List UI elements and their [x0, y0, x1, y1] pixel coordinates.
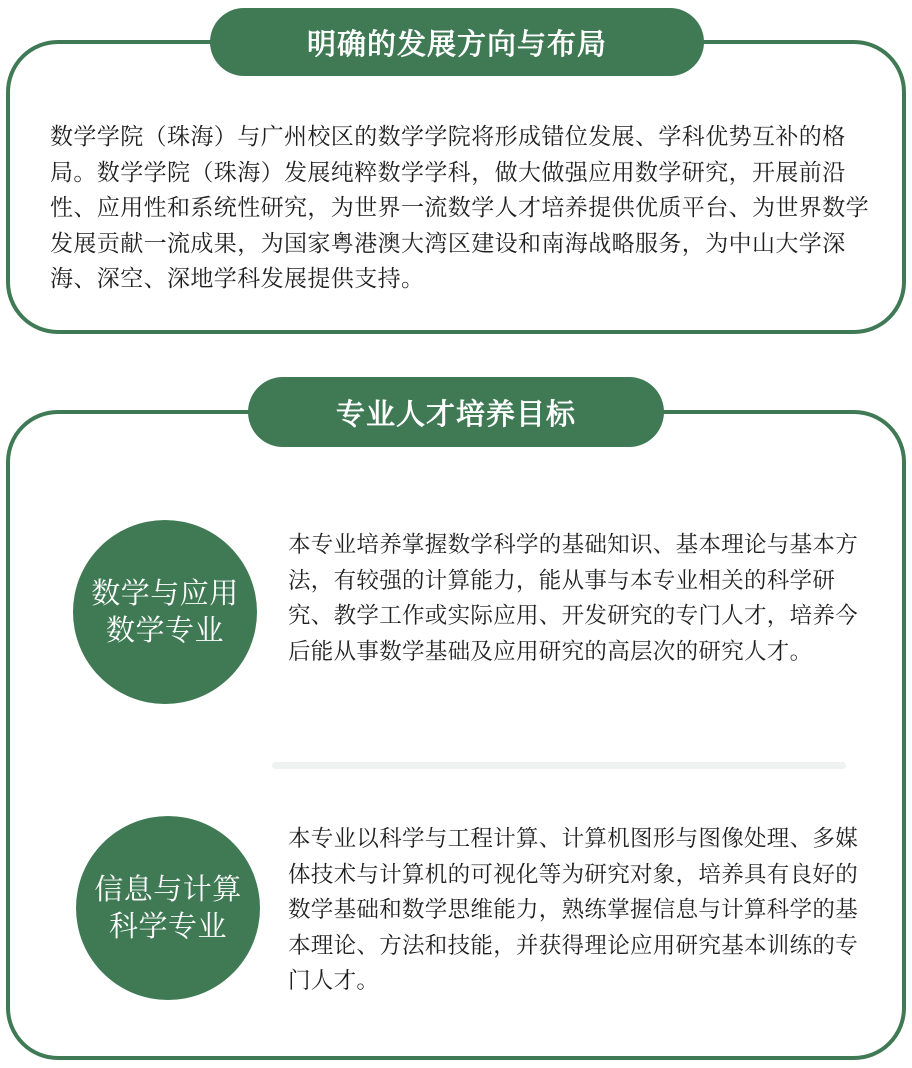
talent-goals-section-title: 专业人才培养目标	[248, 377, 664, 447]
major-badge-math-applied	[73, 520, 257, 704]
section-divider	[272, 762, 846, 769]
major-description-info-computing: 本专业以科学与工程计算、计算机图形与图像处理、多媒体技术与计算机的可视化等为研究对象，培养具有良好的数学基础和数学思维能力，熟练掌握信息与计算科学的基本理论、方法和技能，并获得理论应用研究基本训练的专门人才。	[288, 826, 859, 994]
major-name-line: 科学专业	[108, 909, 227, 943]
major-name-line: 数学专业	[105, 613, 224, 647]
development-section-text: 数学学院（珠海）与广州校区的数学学院将形成错位发展、学科优势互补的格局。数学学院（珠海）发展纯粹数学学科，做大做强应用数学研究，开展前沿性、应用性和系统性研究，为世界一流数学人才培养提供优质平台、为世界数学发展贡献一流成果，为国家粤港澳大湾区建设和南海战略服务，为中山大学深海、深空、深地学科发展提供支持。	[50, 124, 869, 292]
major-name-line: 信息与计算	[94, 872, 242, 906]
major-name-line: 数学与应用	[91, 576, 239, 610]
major-description-math-applied: 本专业培养掌握数学科学的基础知识、基本理论与基本方法，有较强的计算能力，能从事与本专业相关的科学研究、教学工作或实际应用、开发研究的专门人才，培养今后能从事数学基础及应用研究的高层次的研究人才。	[288, 532, 859, 665]
major-badge-info-computing	[76, 816, 260, 1000]
development-section-title: 明确的发展方向与布局	[210, 8, 704, 76]
